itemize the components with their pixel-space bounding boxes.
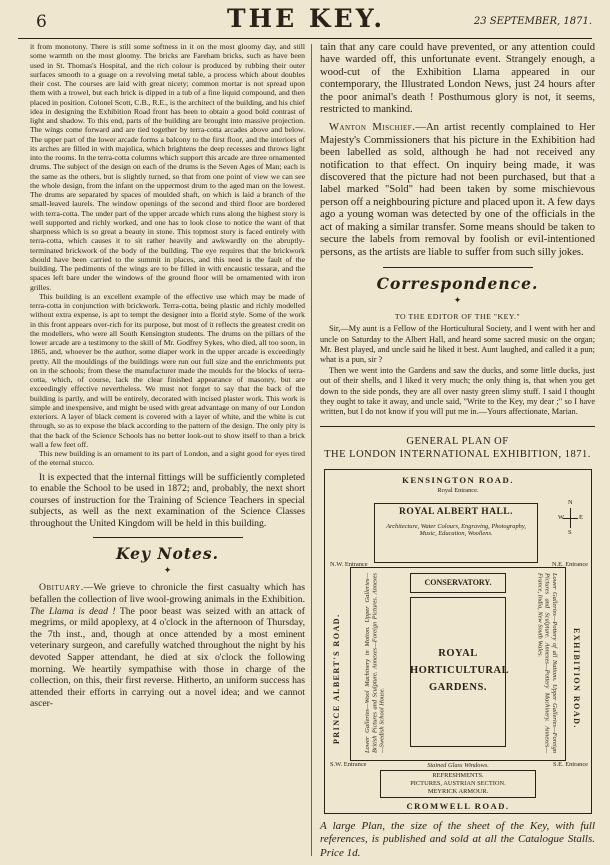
correspondence-heading: Correspondence.: [376, 273, 539, 293]
obituary-text-a: —We grieve to chronicle the first casualty which has befallen the collection of live wool-growing animals in the Exhibition.: [30, 582, 305, 606]
plan-caption: A large Plan, the size of the sheet of the Key, with full references, is published and sold at all the Catalogue Stalls. Price 1d.: [320, 819, 595, 859]
prince-alberts-road-label: PRINCE ALBERT'S ROAD.: [332, 613, 341, 745]
obituary-lead: Obituary.: [39, 582, 84, 594]
ne-entrance-label: N.E. Entrance: [551, 560, 588, 568]
nw-entrance-label: N.W. Entrance: [330, 560, 368, 568]
meyrick-armour-label: MEYRICK ARMOUR.: [427, 787, 489, 795]
article-paragraph: This new building is an ornament to its part of London, and a sight good for eyes tired of the eternal stucco.: [30, 449, 305, 468]
obituary-paragraph: [30, 582, 305, 710]
kensington-road-label: KENSINGTON ROAD.: [402, 474, 514, 485]
compass-south: S: [568, 528, 572, 536]
letter-paragraph: Then we went into the Gardens and saw the ducks, and some little ducks, just out of their shells, and I liked it very much; the only thing is, that when you get down to the side ponds, they are all over nasty green slimy stuff. I said I thought they ought to take it away, and uncle said, "Write to the Key, my dear ;" so I have written, but I do not know if you will put me in.—Yours affectionate, Marian.: [320, 365, 595, 417]
refreshments-label: REFRESHMENTS.: [432, 771, 484, 779]
mischief-lead: Wanton Mischief.: [329, 122, 416, 134]
west-galleries-text: Lower Galleries—Wool Machinery in Motion. Upper Galleries—British Pictures and Sculpture. Annexes—Foreign Pictures. Annexes—Swedish School House.: [364, 572, 386, 753]
albert-hall-contents: Architecture, Water Colours, Engraving, Photography, Music, Education, Woollens.: [386, 522, 526, 538]
compass-rose: [558, 499, 584, 539]
conservatory-label: CONSERVATORY.: [424, 577, 492, 587]
section-rule: [93, 537, 243, 538]
gardens-label: [410, 645, 510, 696]
plan-subtitle: THE LONDON INTERNATIONAL EXHIBITION, 1871.: [324, 448, 591, 460]
letter-paragraph: Sir,—My aunt is a Fellow of the Horticultural Society, and I went with her and uncle on Saturday to the Albert Hall, and heard some sacred music on the organ; Mr. Best played, and uncle said he liked it best. Aunt laughed, and called it a pun; what is a pun, sir ?: [320, 324, 595, 365]
stained-glass-label: Stained Glass Windows.: [427, 761, 489, 769]
obituary-text-b: The poor beast was seized with an attack of megrims, or mild apoplexy, at 4 o'clock in the afternoon of Thursday, the 7th inst., and, though at once attended by a most eminent veterinary surgeon, and carefully watched throughout the night by his devoted Sapper attendant, he died at six o'clock the following morning. We heartily sympathise with those in charge of the collection, on this, their first reverse. Hitherto, an uniform success has attended their efforts in carrying out a novel idea; and we cannot ascer-: [30, 605, 306, 710]
east-galleries-text: Lower Galleries—Pottery of all Nations. Upper Galleries—Foreign Pictures and Sculpture. Annexes—Pottery Machinery. Annexes—France, India, New South Wales.: [536, 572, 558, 753]
obituary-continued: tain that any care could have prevented, or any attention could have warded off, this unfortunate event. Strangely enough, a wood-cut of the Exhibition Llama appeared in our contemporary, the Illustrated London News, just 24 hours after the poor animal's death ! Posthumous glory is not, it seems, restricted to mankind.: [320, 42, 595, 116]
mischief-paragraph: [320, 122, 595, 258]
closing-paragraph: It is expected that the internal fittings will be sufficiently completed to enable the School to be used in 1872; and, probably, the next short courses of instruction for the Training of Science Teachers in special subjects, as well as the next examination of the Science Classes throughout the United Kingdom will be held in this building.: [30, 471, 305, 529]
austrian-section-label: PICTURES, AUSTRIAN SECTION.: [410, 779, 506, 787]
issue-date: 23 SEPTEMBER, 1871.: [473, 16, 592, 27]
heading-ornament: ✦: [453, 294, 462, 305]
to-editor-line: TO THE EDITOR OF THE "KEY.": [394, 311, 521, 321]
se-entrance-label: S.E. Entrance: [553, 760, 588, 768]
compass-east: E: [579, 513, 583, 521]
column-divider: [311, 44, 312, 856]
gardens-label-line: ROYAL: [438, 647, 478, 659]
exhibition-road-label: EXHIBITION ROAD.: [572, 628, 581, 730]
albert-hall-label: ROYAL ALBERT HALL.: [399, 506, 513, 517]
plan-title: GENERAL PLAN OF: [406, 435, 509, 447]
royal-entrance-label: Royal Entrance.: [437, 486, 479, 494]
header-rule: [18, 38, 592, 39]
sw-entrance-label: S.W. Entrance: [330, 760, 367, 768]
gardens-label-line: GARDENS.: [429, 681, 487, 693]
section-rule: [383, 267, 533, 268]
key-notes-heading: Key Notes.: [115, 544, 220, 564]
heading-ornament: ✦: [163, 565, 172, 576]
left-column: [30, 42, 305, 710]
obituary-llama-dead: The Llama is dead !: [30, 605, 116, 617]
mischief-text: —An artist recently complained to Her Majesty's Commissioners that his picture in the Exhibition had been labelled as sold, although he had not received any notification to that effect. On inquiry being made, it was discovered that the picture had not been purchased, but that a label marked "Sold" had been taken by some mischievous person off a neighbouring picture and placed upon it. A few days ago a young woman was detected by one of the officials in the act of making a similar transfer. Some means should be taken to secure the labels from removal by foolish or evil-intentioned persons, as the artists are liable to suffer from such silly jokes.: [320, 122, 595, 258]
exhibition-plan: [324, 469, 592, 814]
section-rule: [320, 426, 595, 427]
cromwell-road-label: CROMWELL ROAD.: [406, 800, 510, 811]
article-paragraph: This building is an excellent example of the effective use which may be made of terra-cotta in conjunction with brickwork. Terra-cotta, being plastic and richly modelled without extra expense, is apt to tempt the designer into a florid style. Some of the work in this front appears over-rich for its purpose, but most of it reflects the greatest credit on the modellers, who were all South Kensington students. The drums on the pillars of the lower arcade are a testimony to the skill of Mr. Godfrey Sykes, who died, all too soon, in 1865, and, whoever be the author, some diaper work in the upper arcade is exceedingly pretty. All the mouldings of the buildings were run out full size and the enrichments put on in the schools; from these the manufacturer made the moulds for the blocks of terra-cotta, which, of course, lack the clear finished appearance of masonry, but are exceedingly effective nevertheless. We must not forget to say that the back of the building is partly, and will be entirely, decorated with incised plaster work. This work is simple and inexpensive, and might be used with great advantage on many of our London exteriors. A layer of black cement is covered with a layer of white, and the white is cut through, so as to expose the black according to the pattern of the design. The only pity is that the back of the Science Schools has no better look-out to show itself to than a brick wall a few feet off.: [30, 291, 305, 449]
page-number: 6: [36, 12, 47, 32]
article-paragraph: it from monotony. There is still some softness in it on the most gloomy day, and still some warmth on the most gloomy. The bricks are Fareham bricks, such as have been used in St. Thomas's Hospital, and the rich colour is produced by rubbing their outer surfaces smooth to a guage on a revolving metal table, a process which about doubles their cost. The courses are laid with great nicety; common mortar is not spread upon them with a trowel, but each brick is dipped in a tub of a fine liquid compound, and then placed in position. Colonel Scott, C.B., R.E., is the architect of the building, and his chief idea in designing the Exhibition Road front has been to obtain a good bold contrast of light and shadow. To this end, parts of the building are brought into massive projection. The wings come forward and are tied together by terra-cotta arcades above and below. The upper part of the lower arcade forms a balcony to the first floor, and the interiors of its arches are filled in with majolica, which brightens the deep recesses and throws light into the rooms. In the terra-cotta columns which support this arcade are three ornamented drums. The subject of the design on each of the drums is the Seven Ages of Man; each is the same as the others, but is slightly turned, so that from one point of view we can see the whole design, from the infant on the uppermost drum to the aged man on the lowest. The drums are separated by spaces of moulded shaft, on which is laid a branch of the small-leaved laurels. The window openings of the second and third floor are bordered with terra-cotta. The under part of the upper arcade which runs along the highest story is well supported and richly worked, and one has to look close to notice the want of that sharpness which is so great a beauty in stone. This topmost story is faced entirely with terra-cotta, which causes it to sit rather heavily and awkwardly on the abruptly-terminated brickwork of the body of the building. The eye requires that the brickwork should have been carried to the summit in places, and this need is the fault of the building. The pediments of the wings are to be filled in with encaustic tessaræ, and the spaces left bare under the windows of the ground floor will be ornamented with iron grilles.: [30, 42, 305, 292]
compass-west: W: [558, 513, 565, 521]
right-column: [320, 42, 595, 860]
gardens-label-line: HORTICULTURAL: [410, 664, 510, 676]
masthead-title: THE KEY.: [226, 4, 386, 33]
compass-north: N: [568, 498, 573, 506]
